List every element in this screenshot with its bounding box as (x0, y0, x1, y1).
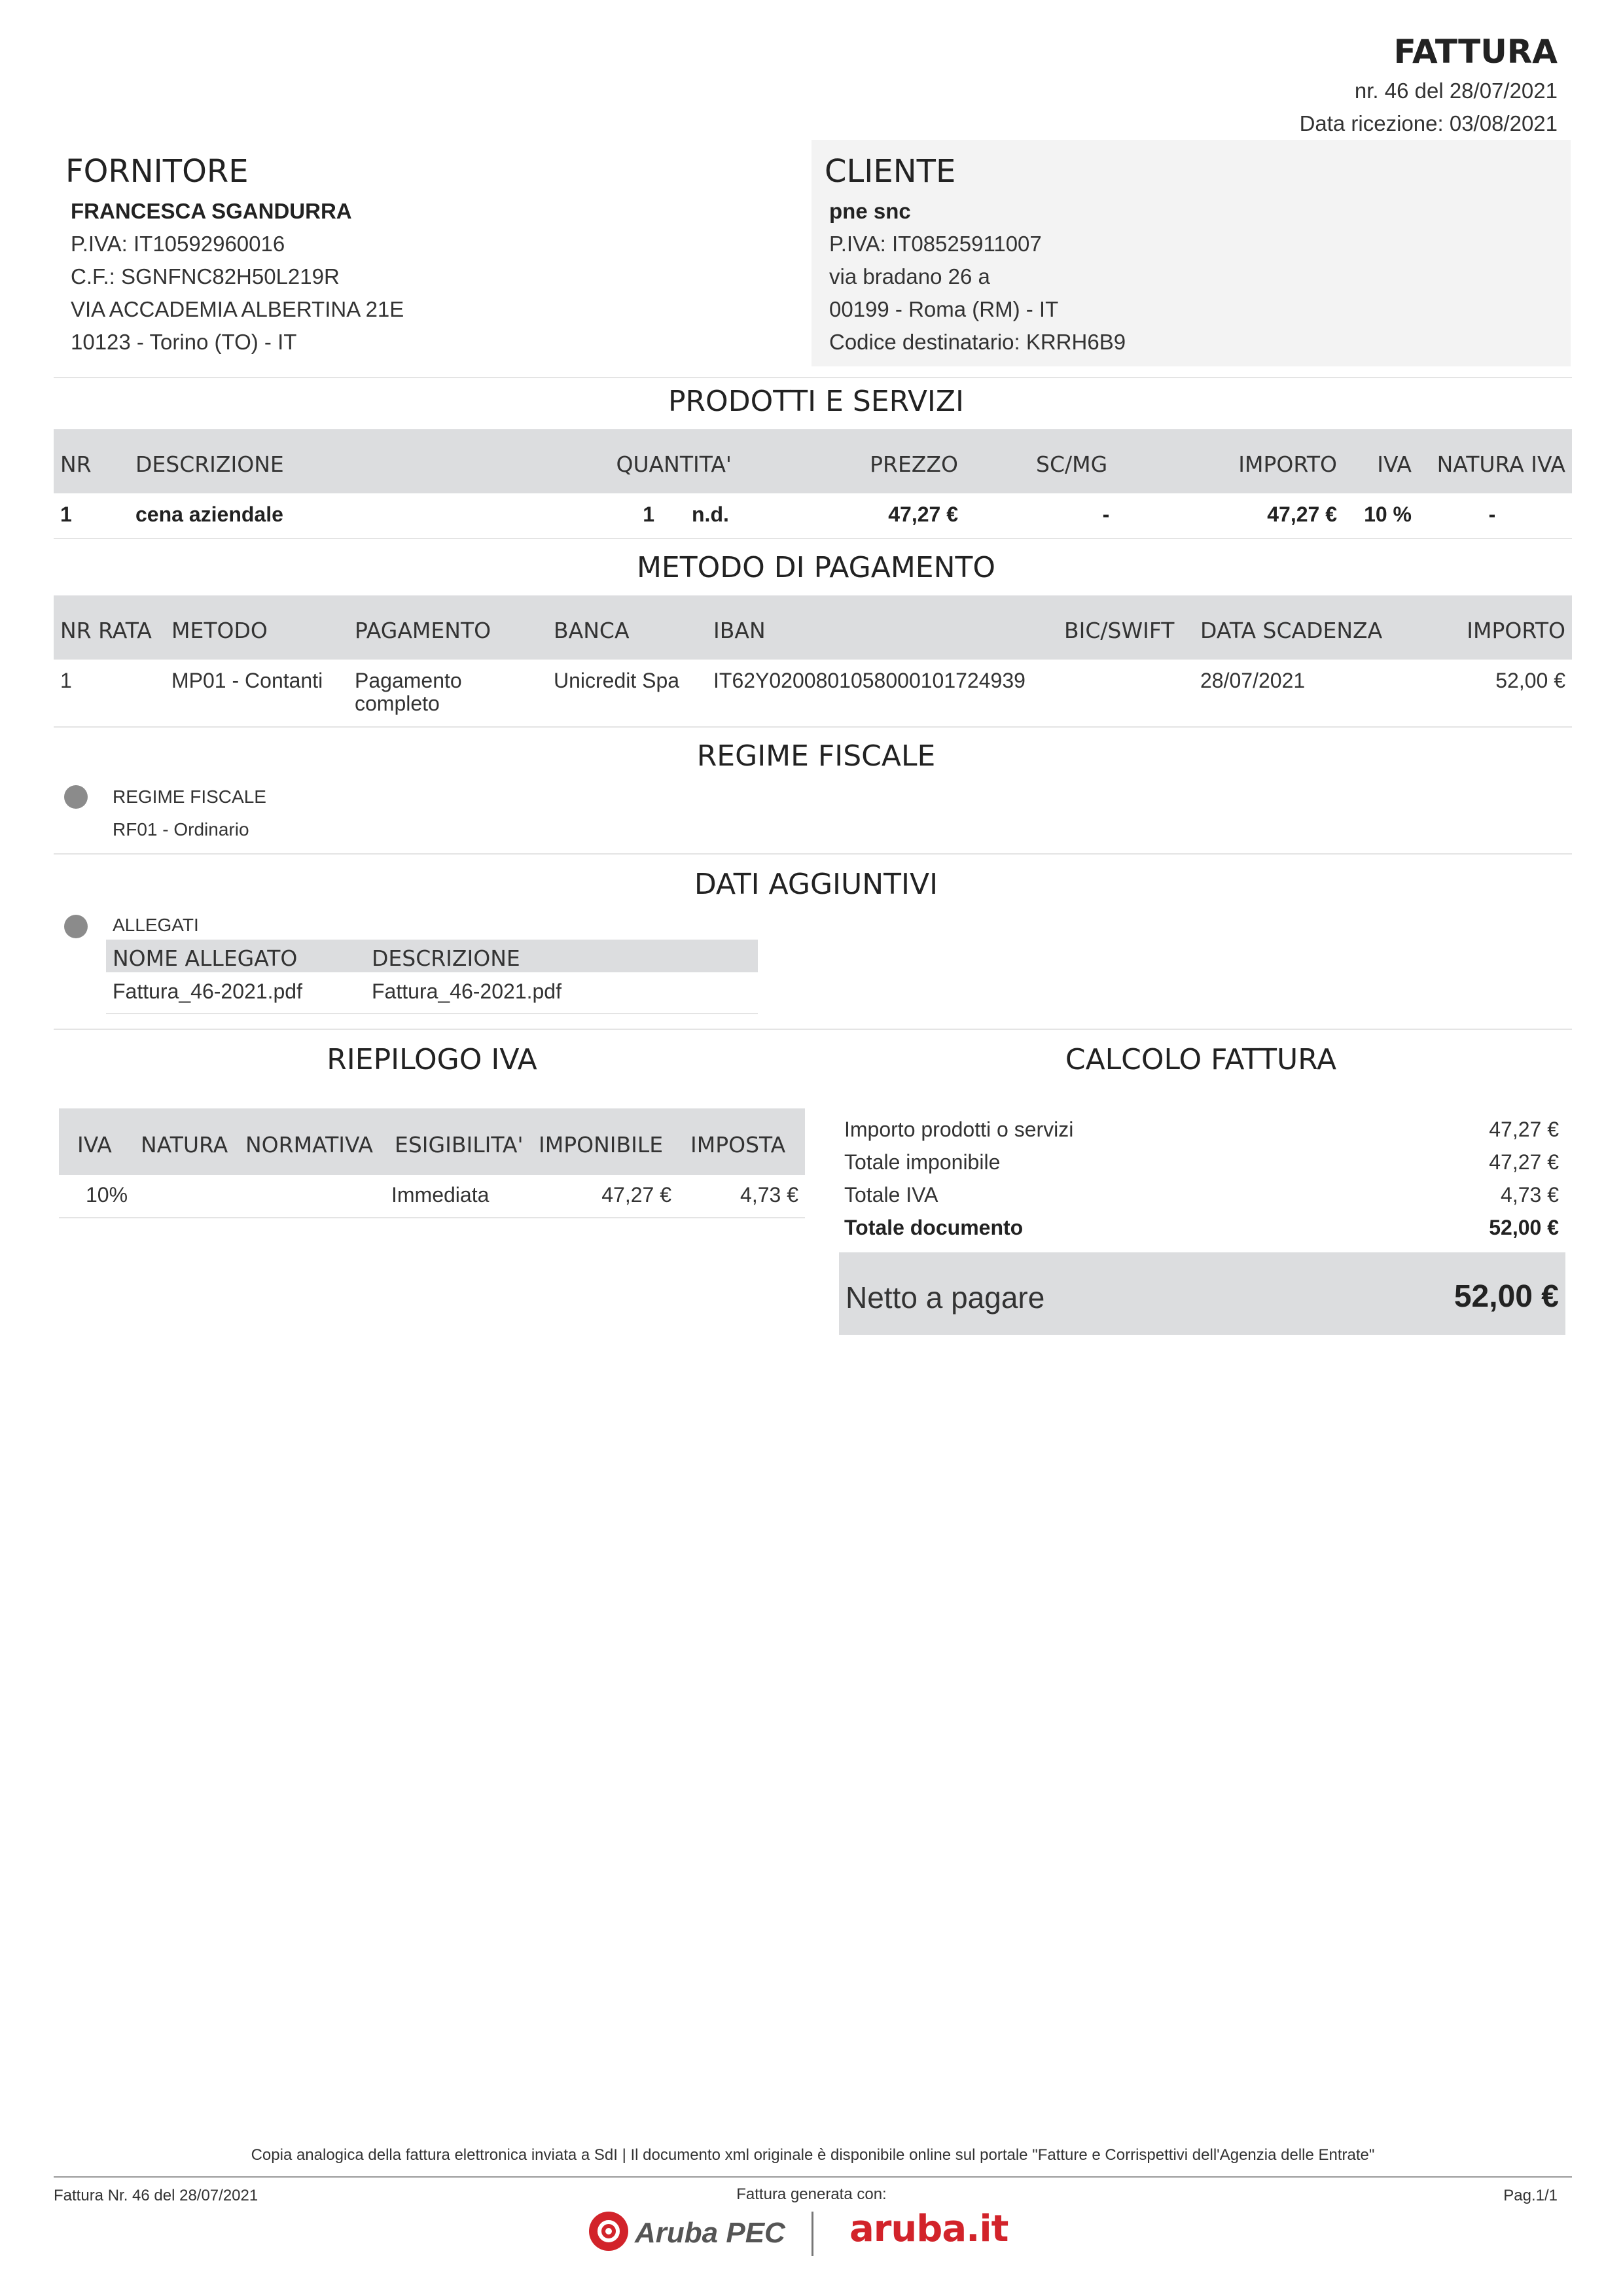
divider (54, 853, 1572, 855)
calc-label-total: Totale documento (844, 1216, 1024, 1239)
supplier-name: FRANCESCA SGANDURRA (71, 199, 352, 223)
vat-tax: 4,73 € (740, 1183, 798, 1207)
col-scadenza: DATA SCADENZA (1200, 618, 1383, 643)
payment-nr: 1 (60, 669, 72, 692)
receipt-date: Data ricezione: 03/08/2021 (1299, 111, 1558, 135)
col-vat-esigibilita: ESIGIBILITA' (395, 1132, 524, 1157)
col-vat-imponibile: IMPONIBILE (539, 1132, 664, 1157)
product-discount: - (1102, 503, 1110, 526)
supplier-block (54, 145, 806, 366)
divider (106, 1013, 758, 1014)
bullet-icon (64, 785, 88, 809)
col-vat-imposta: IMPOSTA (690, 1132, 786, 1157)
col-descrizione: DESCRIZIONE (135, 451, 284, 477)
col-vat-natura: NATURA (141, 1132, 228, 1157)
calc-title: CALCOLO FATTURA (1065, 1043, 1337, 1076)
product-quantity: 1 (643, 503, 654, 526)
col-natura: NATURA IVA (1436, 451, 1565, 477)
payment-title: METODO DI PAGAMENTO (636, 551, 996, 584)
products-title: PRODOTTI E SERVIZI (668, 385, 965, 418)
vat-taxable: 47,27 € (601, 1183, 671, 1207)
calc-value-total: 52,00 € (1489, 1216, 1559, 1239)
payment-method: MP01 - Contanti (171, 669, 323, 692)
col-quantita: QUANTITA' (616, 451, 732, 477)
col-iban: IBAN (713, 618, 766, 643)
attachment-description: Fattura_46-2021.pdf (372, 980, 562, 1003)
footer-note: Copia analogica della fattura elettronica inviata a SdI | Il documento xml originale è disponibile online sul portale "Fatture e Corrispettivi dell'Agenzia delle Entrate" (251, 2146, 1375, 2164)
payment-type-line2: completo (355, 692, 440, 715)
net-to-pay-label: Netto a pagare (846, 1280, 1045, 1315)
col-prezzo: PREZZO (870, 451, 958, 477)
vat-summary-title: RIEPILOGO IVA (327, 1043, 537, 1076)
calc-label-vat: Totale IVA (844, 1183, 938, 1207)
divider (54, 2176, 1572, 2178)
col-metodo: METODO (171, 618, 268, 643)
product-nature: - (1488, 503, 1496, 526)
vat-chargeability: Immediata (391, 1183, 490, 1207)
col-importo-pagamento: IMPORTO (1467, 618, 1565, 643)
divider (59, 1217, 805, 1218)
footer-invoice-ref: Fattura Nr. 46 del 28/07/2021 (54, 2187, 259, 2204)
col-nr-rata: NR RATA (60, 618, 152, 643)
aruba-it-logo: aruba.it (849, 2208, 1008, 2250)
aruba-pec-logo: Aruba PEC (635, 2217, 785, 2249)
supplier-piva: P.IVA: IT10592960016 (71, 232, 285, 256)
divider (54, 1029, 1572, 1030)
product-description: cena aziendale (135, 503, 283, 526)
regime-value: RF01 - Ordinario (113, 819, 249, 839)
regime-label: REGIME FISCALE (113, 786, 266, 807)
supplier-heading: FORNITORE (65, 153, 249, 190)
divider (54, 538, 1572, 539)
col-nome-allegato: NOME ALLEGATO (113, 945, 298, 971)
footer-generated-with: Fattura generata con: (736, 2185, 887, 2203)
calc-label-products: Importo prodotti o servizi (844, 1118, 1074, 1141)
col-importo: IMPORTO (1238, 451, 1337, 477)
extra-title: DATI AGGIUNTIVI (694, 868, 938, 901)
col-iva: IVA (1377, 451, 1412, 477)
col-descrizione-allegato: DESCRIZIONE (372, 945, 520, 971)
client-block (812, 140, 1571, 366)
aruba-pec-icon (588, 2210, 630, 2252)
payment-bank: Unicredit Spa (554, 669, 680, 692)
logo-separator (812, 2212, 813, 2256)
col-scmg: SC/MG (1036, 451, 1108, 477)
payment-amount: 52,00 € (1495, 669, 1565, 692)
supplier-address: VIA ACCADEMIA ALBERTINA 21E (71, 297, 404, 321)
col-vat-iva: IVA (77, 1132, 112, 1157)
calc-value-vat: 4,73 € (1501, 1183, 1559, 1207)
payment-type: Pagamento (355, 669, 462, 692)
product-unit: n.d. (692, 503, 729, 526)
product-vat: 10 % (1364, 503, 1412, 526)
invoice-number: nr. 46 del 28/07/2021 (1354, 79, 1558, 103)
attachments-label: ALLEGATI (113, 915, 199, 935)
client-heading: CLIENTE (825, 153, 956, 190)
col-nr: NR (60, 451, 92, 477)
client-city: 00199 - Roma (RM) - IT (829, 297, 1059, 321)
calc-value-products: 47,27 € (1489, 1118, 1559, 1141)
calc-label-taxable: Totale imponibile (844, 1150, 1001, 1174)
invoice-title: FATTURA (1393, 33, 1558, 71)
product-price: 47,27 € (888, 503, 958, 526)
payment-iban: IT62Y0200801058000101724939 (713, 669, 1026, 692)
client-code: Codice destinatario: KRRH6B9 (829, 330, 1126, 354)
footer-page: Pag.1/1 (1503, 2187, 1558, 2204)
col-bic: BIC/SWIFT (1064, 618, 1175, 643)
calc-value-taxable: 47,27 € (1489, 1150, 1559, 1174)
regime-title: REGIME FISCALE (696, 739, 936, 773)
supplier-cf: C.F.: SGNFNC82H50L219R (71, 264, 340, 289)
bullet-icon (64, 915, 88, 938)
payment-due-date: 28/07/2021 (1200, 669, 1306, 692)
client-name: pne snc (829, 199, 911, 223)
col-pagamento: PAGAMENTO (355, 618, 491, 643)
vat-rate: 10% (86, 1183, 128, 1207)
product-amount: 47,27 € (1267, 503, 1337, 526)
col-vat-normativa: NORMATIVA (245, 1132, 374, 1157)
net-to-pay-value: 52,00 € (1454, 1279, 1559, 1314)
client-address: via bradano 26 a (829, 264, 990, 289)
client-piva: P.IVA: IT08525911007 (829, 232, 1042, 256)
product-nr: 1 (60, 503, 72, 526)
divider (54, 726, 1572, 728)
supplier-city: 10123 - Torino (TO) - IT (71, 330, 297, 354)
col-banca: BANCA (554, 618, 630, 643)
attachment-name[interactable]: Fattura_46-2021.pdf (113, 980, 302, 1003)
divider (54, 377, 1572, 378)
